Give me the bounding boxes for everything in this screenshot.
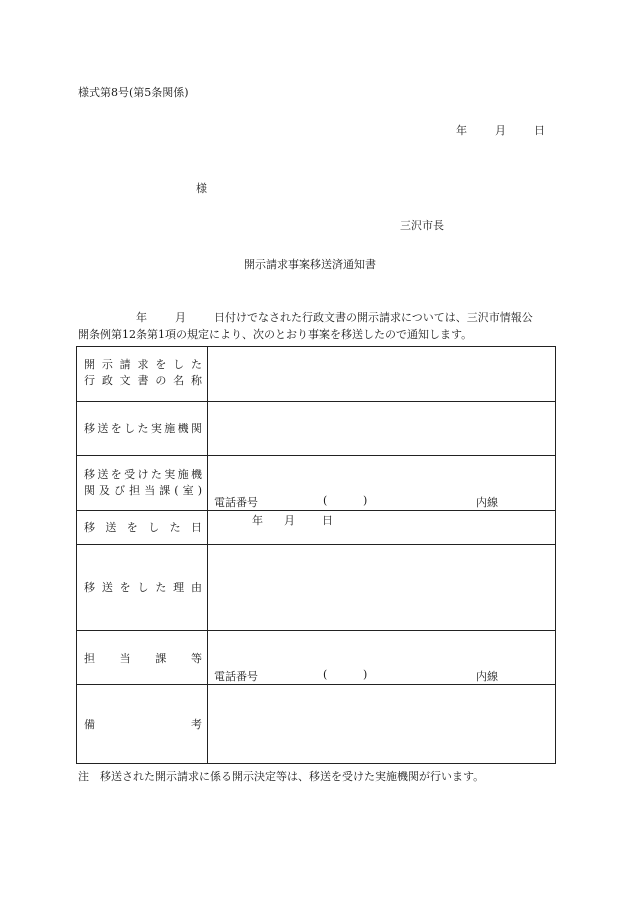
label-transfer-reason [77,545,208,631]
label-line: 移送をした日 [84,521,202,534]
phone-paren-close: ) [363,494,368,507]
label-receiving-agency [77,456,208,511]
phone-row [214,494,554,508]
label-line: 担当課等 [84,652,202,665]
issue-date [456,122,545,138]
table-row [77,545,556,631]
label-line: 備考 [84,718,202,731]
label-line: 移送を受けた実施機 [84,468,202,481]
table-row [77,511,556,545]
sender-name: 三沢市長 [400,219,444,232]
body-year: 年 [136,311,147,324]
extension-label: 内線 [476,496,498,509]
phone-paren-open: ( [323,668,328,681]
label-transfer-date [77,511,208,545]
phone-paren-open: ( [323,494,328,507]
table-row [77,456,556,511]
phone-paren-close: ) [363,668,368,681]
table-row [77,685,556,764]
table-row [77,631,556,685]
table-row [77,402,556,456]
label-line: 関及び担当課(室) [84,484,202,497]
value-document-name[interactable] [208,347,556,402]
body-month: 月 [175,311,186,324]
label-document-name [77,347,208,402]
document-title: 開示請求事案移送済通知書 [244,258,376,271]
addressee: 様 [196,182,207,195]
value-department[interactable] [208,631,556,685]
label-line: 移送をした理由 [84,581,202,594]
transfer-date-year: 年 [252,514,263,527]
notice-table [76,346,556,764]
label-line: 開示請求をした [84,358,202,371]
body-line-1 [78,309,533,326]
value-receiving-agency[interactable] [208,456,556,511]
label-remarks [77,685,208,764]
value-transfer-date[interactable] [208,511,556,545]
footnote: 注 移送された開示請求に係る開示決定等は、移送を受けた実施機関が行います。 [78,770,485,783]
label-department [77,631,208,685]
phone-label: 電話番号 [214,670,258,683]
phone-label: 電話番号 [214,496,258,509]
body-line-2: 開条例第12条第1項の規定により、次のとおり事案を移送したので通知します。 [78,328,473,341]
issue-date-year: 年 [456,124,467,137]
table-row [77,347,556,402]
value-transfer-reason[interactable] [208,545,556,631]
body-line-1-rest: 日付けでなされた行政文書の開示請求については、三沢市情報公 [214,311,533,324]
issue-date-month: 月 [495,124,506,137]
label-line: 移送をした実施機関 [84,422,202,435]
transfer-date-row [252,512,352,526]
value-transferring-agency[interactable] [208,402,556,456]
label-transferring-agency [77,402,208,456]
transfer-date-month: 月 [284,514,295,527]
extension-label: 内線 [476,670,498,683]
transfer-date-day: 日 [322,514,333,527]
form-number: 様式第8号(第5条関係) [78,86,189,99]
label-line: 行政文書の名称 [84,374,202,387]
issue-date-day: 日 [534,124,545,137]
value-remarks[interactable] [208,685,556,764]
phone-row [214,668,554,682]
body-text [78,309,533,343]
